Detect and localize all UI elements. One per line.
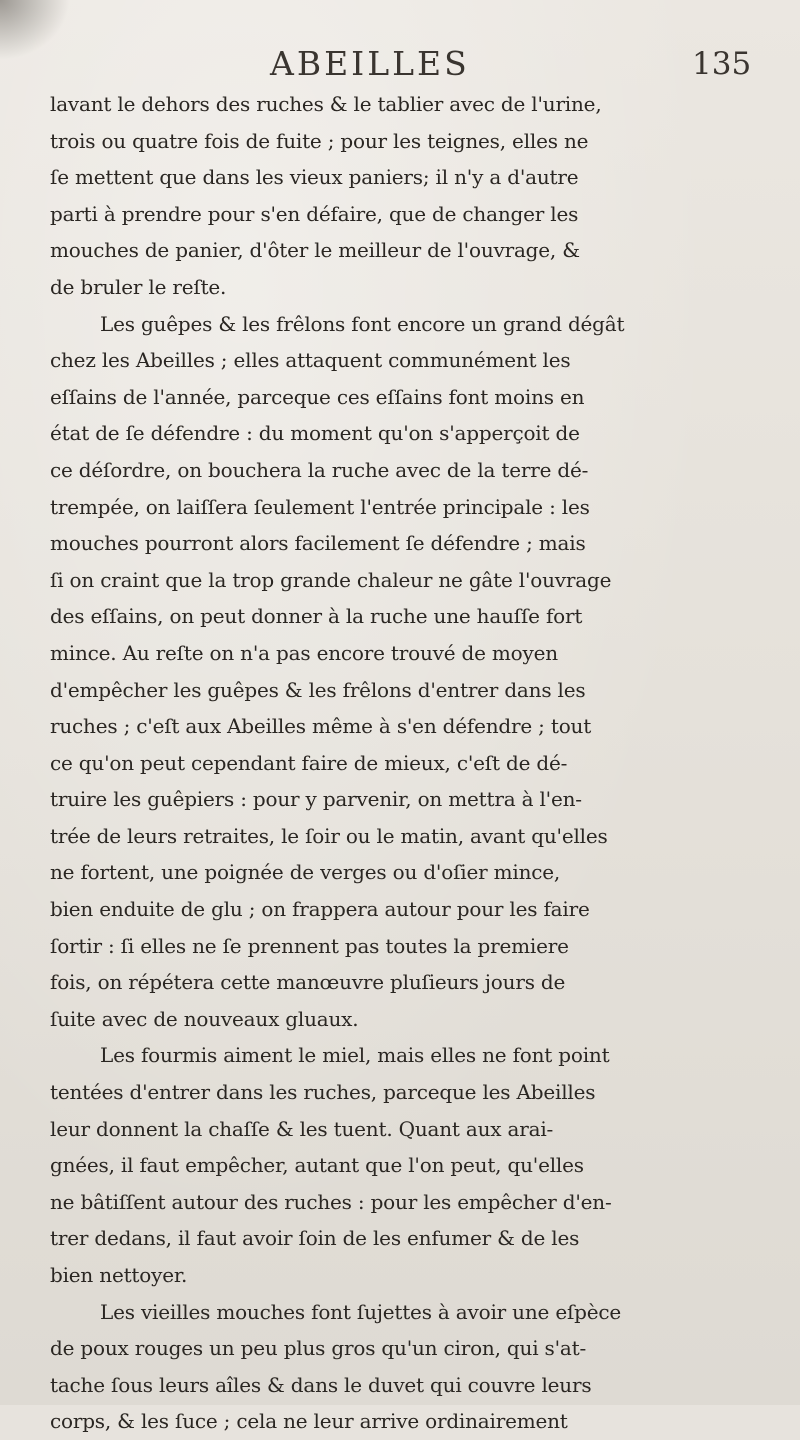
text-line: ruches ; c'eſt aux Abeilles même à s'en défendre ; tout	[50, 714, 592, 739]
running-head: ABEILLES	[270, 44, 470, 83]
text-line: fois, on répétera cette manœuvre pluſieurs jours de	[50, 970, 566, 995]
text-line: mouches de panier, d'ôter le meilleur de l'ouvrage, &	[50, 238, 580, 263]
text-line: trer dedans, il faut avoir ſoin de les enfumer & de les	[50, 1226, 580, 1251]
text-line: Les fourmis aiment le miel, mais elles ne font point	[100, 1043, 610, 1068]
text-line: parti à prendre pour s'en défaire, que de changer les	[50, 201, 579, 226]
text-line: ſuite avec de nouveaux gluaux.	[50, 1006, 359, 1031]
text-line: mouches pourront alors facilement ſe défendre ; mais	[50, 531, 586, 556]
text-line: chez les Abeilles ; elles attaquent communément les	[50, 348, 571, 373]
text-line: ce déſordre, on bouchera la ruche avec de la terre dé-	[50, 457, 589, 482]
text-line: tentées d'entrer dans les ruches, parceque les Abeilles	[50, 1080, 596, 1105]
text-line: tache ſous leurs aîles & dans le duvet qui couvre leurs	[50, 1372, 592, 1397]
text-line: mince. Au reſte on n'a pas encore trouvé de moyen	[50, 640, 558, 665]
text-line: eſſains de l'année, parceque ces eſſains font moins en	[50, 384, 585, 409]
text-line: ne fortent, une poignée de verges ou d'oſier mince,	[50, 860, 561, 885]
text-line: trempée, on laiſſera ſeulement l'entrée principale : les	[50, 494, 590, 519]
text-line: bien enduite de glu ; on frappera autour pour les faire	[50, 897, 590, 922]
text-line: de poux rouges un peu plus gros qu'un ciron, qui s'at-	[50, 1336, 587, 1361]
text-line: corps, & les ſuce ; cela ne leur arrive ordinairement	[50, 1409, 568, 1434]
text-line: ſe mettent que dans les vieux paniers; il n'y a d'autre	[50, 165, 579, 190]
text-line: ſortir : ſi elles ne ſe prennent pas toutes la premiere	[50, 933, 569, 958]
text-line: des eſſains, on peut donner à la ruche une hauſſe fort	[50, 604, 583, 629]
text-line: bien nettoyer.	[50, 1263, 188, 1287]
text-line: ſi on craint que la trop grande chaleur ne gâte l'ouvrage	[50, 567, 612, 592]
body-text	[50, 86, 790, 1440]
text-line: état de ſe défendre : du moment qu'on s'apperçoit de	[50, 421, 580, 446]
text-line: trée de leurs retraites, le ſoir ou le matin, avant qu'elles	[50, 823, 608, 848]
text-line: ne bâtiſſent autour des ruches : pour les empêcher d'en-	[50, 1189, 612, 1214]
text-line: Les vieilles mouches font ſujettes à avoir une eſpèce	[100, 1299, 622, 1324]
text-line: leur donnent la chaſſe & les tuent. Quant aux arai-	[50, 1116, 554, 1141]
text-line: d'empêcher les guêpes & les frêlons d'entrer dans les	[50, 677, 586, 702]
text-line: de bruler le reſte.	[50, 274, 227, 299]
text-line: ce qu'on peut cependant faire de mieux, c'eſt de dé-	[50, 750, 568, 775]
page-header	[0, 44, 800, 84]
text-line: lavant le dehors des ruches & le tablier avec de l'urine,	[50, 92, 602, 116]
text-line: trois ou quatre fois de fuite ; pour les teignes, elles ne	[50, 128, 589, 153]
text-line: gnées, il faut empêcher, autant que l'on peut, qu'elles	[50, 1153, 584, 1178]
text-line: truire les guêpiers : pour y parvenir, on mettra à l'en-	[50, 787, 582, 812]
page-number: 135	[692, 46, 752, 82]
text-line: Les guêpes & les frêlons font encore un grand dégât	[100, 311, 625, 336]
